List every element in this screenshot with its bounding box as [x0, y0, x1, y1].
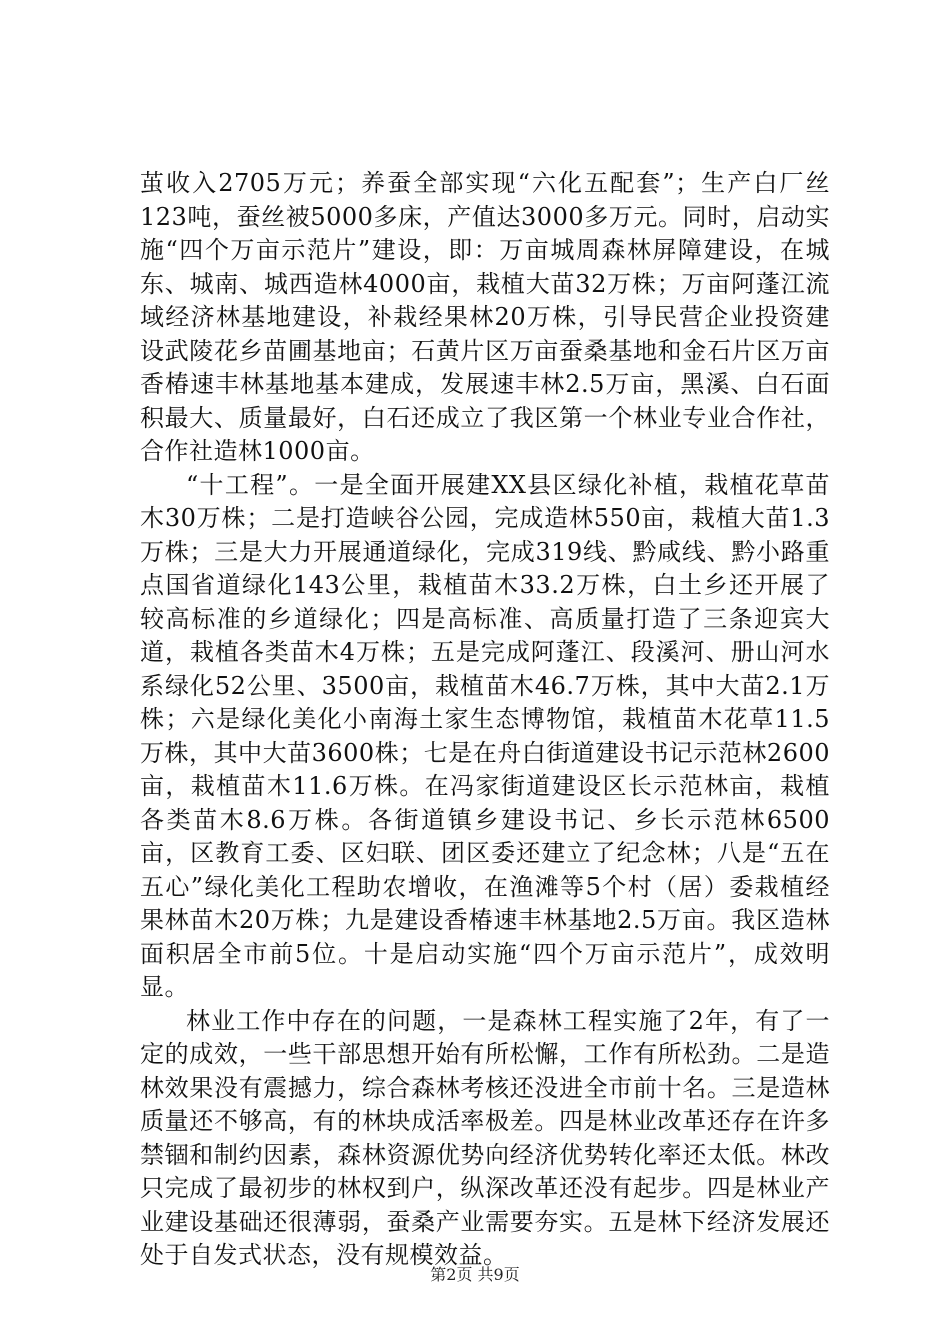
page-number-footer: 第2页 共9页 — [430, 1265, 520, 1284]
paragraph-continued: 茧收入2705万元；养蚕全部实现“六化五配套”；生产白厂丝123吨，蚕丝被5000多床，产值达3000多万元。同时，启动实施“四个万亩示范片”建设，即：万亩城周森林屏障建设，在城东、城南、城西造林4000亩，栽植大苗32万株；万亩阿蓬江流域经济林基地建设，补栽经果林20万株，引导民营企业投资建设武陵花乡苗圃基地亩；石黄片区万亩蚕桑基地和金石片区万亩香椿速丰林基地基本建成，发展速丰林2.5万亩，黑溪、白石面积最大、质量最好，白石还成立了我区第一个林业专业合作社，合作社造林1000亩。 — [140, 169, 830, 465]
document-body — [140, 167, 830, 1273]
paragraph-problems: 林业工作中存在的问题，一是森林工程实施了2年，有了一定的成效，一些干部思想开始有所松懈，工作有所松劲。二是造林效果没有震撼力，综合森林考核还没进全市前十名。三是造林质量还不够高，有的林块成活率极差。四是林业改革还存在许多禁锢和制约因素，森林资源优势向经济优势转化率还太低。林改只完成了最初步的林权到户，纵深改革还没有起步。四是林业产业建设基础还很薄弱，蚕桑产业需要夯实。五是林下经济发展还处于自发式状态，没有规模效益。 — [140, 1006, 830, 1269]
paragraph-ten-projects: “十工程”。一是全面开展建XX县区绿化补植，栽植花草苗木30万株；二是打造峡谷公园，完成造林550亩，栽植大苗1.3万株；三是大力开展通道绿化，完成319线、黔咸线、黔小路重点国省道绿化143公里，栽植苗木33.2万株，白土乡还开展了较高标准的乡道绿化；四是高标准、高质量打造了三条迎宾大道，栽植各类苗木4万株；五是完成阿蓬江、段溪河、册山河水系绿化52公里、3500亩，栽植苗木46.7万株，其中大苗2.1万株；六是绿化美化小南海土家生态博物馆，栽植苗木花草11.5万株，其中大苗3600株；七是在舟白街道建设书记示范林2600亩，栽植苗木11.6万株。在冯家街道建设区长示范林亩，栽植各类苗木8.6万株。各街道镇乡建设书记、乡长示范林6500亩，区教育工委、区妇联、团区委还建立了纪念林；八是“五在五心”绿化美化工程助农增收，在渔滩等5个村（居）委栽植经果林苗木20万株；九是建设香椿速丰林基地2.5万亩。我区造林面积居全市前5位。十是启动实施“四个万亩示范片”，成效明显。 — [140, 470, 830, 1001]
